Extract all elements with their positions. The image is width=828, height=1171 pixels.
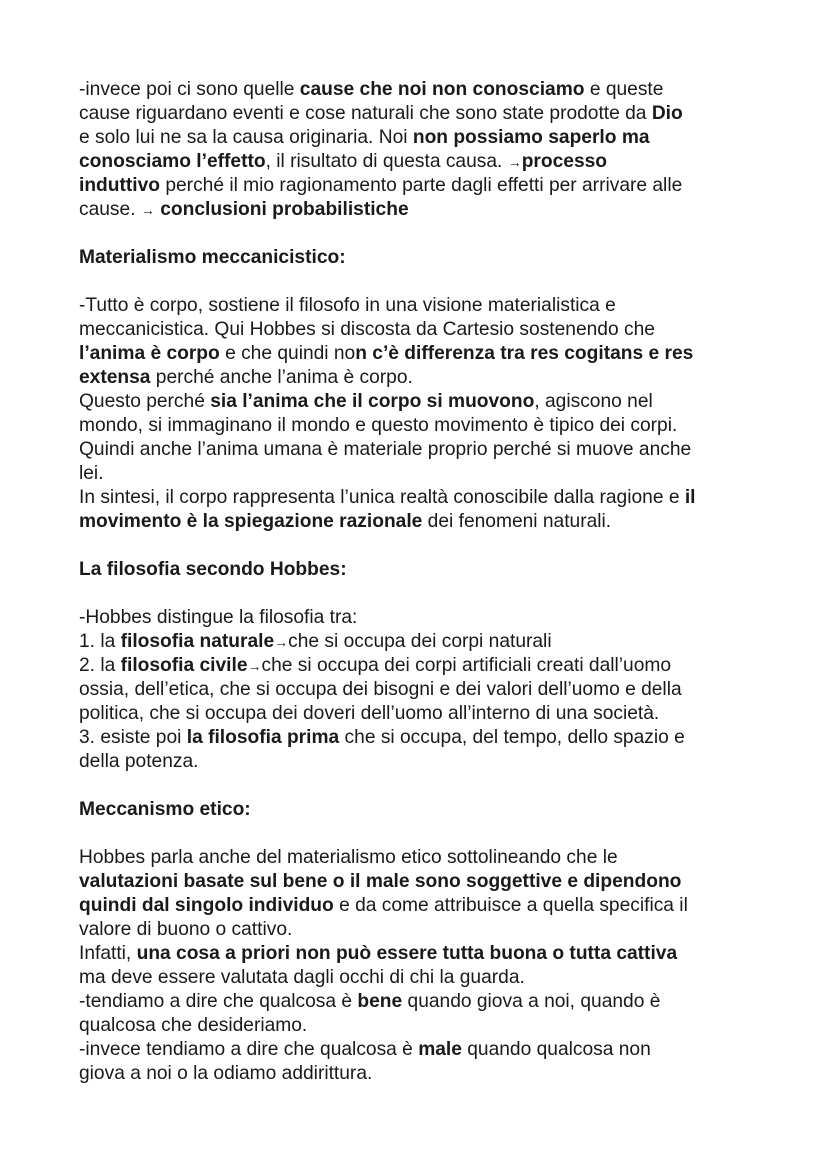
text-line [79,318,758,342]
bold-text: induttivo [79,175,160,196]
text-line [79,750,758,774]
text-line [79,102,758,126]
text-run: , agiscono nel [534,391,653,412]
bold-text: bene [357,991,403,1012]
text-run: 1. la [79,631,121,652]
text-run: -Hobbes distingue la filosofia tra: [79,607,358,628]
text-run: In sintesi, il corpo rappresenta l’unica realtà conoscibile dalla ragione e [79,487,685,508]
text-run: mondo, si immaginano il mondo e questo movimento è tipico dei corpi. [79,415,678,436]
text-run: perché il mio ragionamento parte dagli effetti per arrivare alle [160,175,683,196]
meccanismo-paragraph [79,846,758,1086]
text-line [79,606,758,630]
text-line [79,126,758,150]
bold-text: movimento è la spiegazione razionale [79,511,423,532]
text-line [79,1062,758,1086]
text-line [79,438,758,462]
bold-text: valutazioni basate sul bene o il male sono soggettive e dipendono [79,871,682,892]
text-line [79,630,758,654]
text-run: cause. [79,199,141,220]
intro-paragraph [79,78,758,222]
text-run: 2. la [79,655,121,676]
bold-text: cause che noi non conosciamo [299,79,585,100]
text-line [79,198,758,222]
paragraph-gap [79,774,758,798]
text-run: Hobbes parla anche del materialismo etico sottolineando che le [79,847,618,868]
text-line [79,1014,758,1038]
bold-text: l’anima è corpo [79,343,220,364]
paragraph-gap [79,582,758,606]
arrow-glyph: → [247,658,262,674]
bold-text: filosofia naturale [120,631,275,652]
text-run: che si occupa, del tempo, dello spazio e [339,727,685,748]
text-line [79,918,758,942]
text-run: Quindi anche l’anima umana è materiale proprio perché si muove anche [79,439,692,460]
text-line [79,870,758,894]
text-line [79,702,758,726]
text-line [79,78,758,102]
text-line [79,966,758,990]
text-run: giova a noi o la odiamo addirittura. [79,1063,373,1084]
text-run: ma deve essere valutata dagli occhi di chi la guarda. [79,967,525,988]
text-run: politica, che si occupa dei doveri dell’uomo all’interno di una società. [79,703,660,724]
arrow-glyph: → [140,202,155,218]
filosofia-paragraph [79,606,758,774]
bold-text: filosofia civile [120,655,248,676]
text-run: che si occupa dei corpi naturali [288,631,552,652]
materialismo-paragraph [79,294,758,534]
text-run: -invece tendiamo a dire che qualcosa è [79,1039,419,1060]
paragraph-gap [79,222,758,246]
bold-text: male [418,1039,462,1060]
bold-text: n c’è differenza tra res cogitans e res [355,343,694,364]
text-run: ossia, dell’etica, che si occupa dei bisogni e dei valori dell’uomo e della [79,679,682,700]
text-run: Questo perché [79,391,211,412]
text-run: lei. [79,463,104,484]
text-run: quando qualcosa non [461,1039,651,1060]
bold-text: conclusioni probabilistiche [154,199,409,220]
text-line [79,846,758,870]
bold-text: non possiamo saperlo ma [412,127,650,148]
bold-text: sia l’anima che il corpo si muovono [210,391,535,412]
text-run: -tendiamo a dire che qualcosa è [79,991,358,1012]
text-run: e che quindi no [219,343,356,364]
text-run: della potenza. [79,751,199,772]
text-run: e queste [584,79,664,100]
text-line [79,462,758,486]
text-run: meccanicistica. Qui Hobbes si discosta da Cartesio sostenendo che [79,319,655,340]
text-run: perché anche l’anima è corpo. [150,367,413,388]
text-run: e solo lui ne sa la causa originaria. Noi [79,127,413,148]
text-line [79,390,758,414]
bold-text: quindi dal singolo individuo [79,895,334,916]
text-line [79,654,758,678]
text-line [79,150,758,174]
paragraph-gap [79,534,758,558]
text-line [79,894,758,918]
text-run: 3. esiste poi [79,727,187,748]
text-line [79,486,758,510]
section-heading-meccanismo: Meccanismo etico: [79,799,251,820]
text-run: -invece poi ci sono quelle [79,79,300,100]
text-run: Infatti, [79,943,137,964]
text-line [79,342,758,366]
section-heading-materialismo: Materialismo meccanicistico: [79,247,346,268]
section-heading-filosofia: La filosofia secondo Hobbes: [79,559,347,580]
paragraph-gap [79,270,758,294]
text-line [79,510,758,534]
text-line [79,294,758,318]
text-run: e da come attribuisce a quella specifica il [333,895,688,916]
bold-text: processo [521,151,608,172]
text-line [79,678,758,702]
text-run: quando giova a noi, quando è [402,991,661,1012]
bold-text: il [684,487,696,508]
text-run: che si occupa dei corpi artificiali creati dall’uomo [261,655,672,676]
text-run: , il risultato di questa causa. [265,151,508,172]
bold-text: conosciamo l’effetto [79,151,266,172]
text-run: qualcosa che desideriamo. [79,1015,308,1036]
text-run: valore di buono o cattivo. [79,919,293,940]
text-run: -Tutto è corpo, sostiene il filosofo in una visione materialistica e [79,295,616,316]
text-line [79,414,758,438]
text-line [79,174,758,198]
arrow-glyph: → [507,154,522,170]
text-run: dei fenomeni naturali. [422,511,612,532]
text-line [79,1038,758,1062]
text-line [79,942,758,966]
text-line [79,990,758,1014]
bold-text: extensa [79,367,151,388]
bold-text: Dio [651,103,683,124]
arrow-glyph: → [274,634,289,650]
text-run: cause riguardano eventi e cose naturali che sono state prodotte da [79,103,652,124]
text-line [79,366,758,390]
paragraph-gap [79,822,758,846]
bold-text: la filosofia prima [186,727,340,748]
text-line [79,726,758,750]
bold-text: una cosa a priori non può essere tutta buona o tutta cattiva [136,943,678,964]
